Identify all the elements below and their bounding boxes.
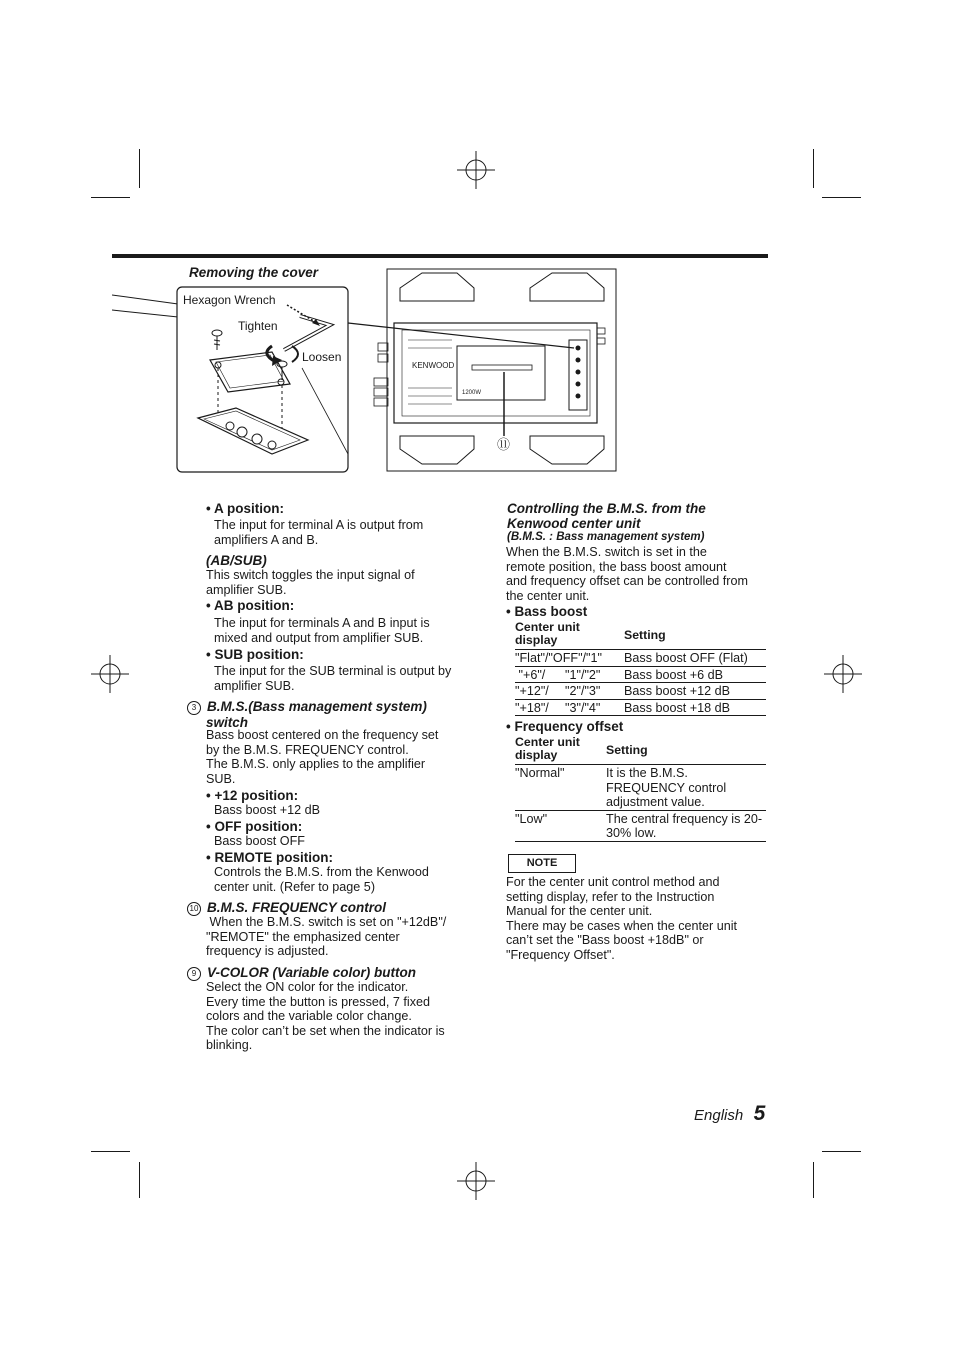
remote-text: Controls the B.M.S. from the Kenwood center unit. (Refer to page 5) xyxy=(214,865,429,894)
tighten-label: Tighten xyxy=(238,319,278,333)
crop-mark xyxy=(822,1151,861,1152)
vcolor-heading: 9 V-COLOR (Variable color) button xyxy=(187,965,416,981)
plus12-text: Bass boost +12 dB xyxy=(214,803,321,817)
item-number: 3 xyxy=(187,701,201,715)
a-position-label: • A position: xyxy=(206,501,284,516)
crop-mark xyxy=(139,149,140,188)
bms-switch-text: Bass boost centered on the frequency set by the B.M.S. FREQUENCY control. The B.M.S. only applies to the amplifier SUB. xyxy=(206,728,439,786)
column-header: Setting xyxy=(606,736,766,765)
amp-power-text: 1200W xyxy=(462,390,482,396)
note-text: For the center unit control method and setting display, refer to the Instruction Manual for the center unit. There may be cases when the center unit can’t set the "Bass boost +18dB" or "Frequency Offset". xyxy=(506,875,738,962)
ab-position-label: • AB position: xyxy=(206,598,295,613)
figure-heading: Removing the cover xyxy=(189,265,319,280)
crop-mark xyxy=(822,197,861,198)
bms-switch-heading: 3 B.M.S.(Bass management system) switch xyxy=(187,699,427,730)
crop-mark xyxy=(91,197,130,198)
page-number: 5 xyxy=(753,1102,766,1125)
table-header xyxy=(515,736,766,765)
crop-mark xyxy=(813,149,814,188)
table-row: "Normal" It is the B.M.S. FREQUENCY control adjustment value. xyxy=(515,765,766,811)
sub-position-text: The input for the SUB terminal is output by amplifier SUB. xyxy=(214,664,452,693)
registration-mark xyxy=(457,151,495,189)
table-row: "+12"/ "2"/"3" Bass boost +12 dB xyxy=(515,683,766,700)
language-label: English xyxy=(694,1107,744,1124)
ab-position-text: The input for terminals A and B input is mixed and output from amplifier SUB. xyxy=(214,616,430,645)
loosen-label: Loosen xyxy=(302,350,342,364)
page-footer xyxy=(694,1102,765,1126)
plus12-label: • +12 position: xyxy=(206,788,299,803)
table-row: "+6"/ "1"/"2" Bass boost +6 dB xyxy=(515,666,766,683)
bms-subheading: (B.M.S. : Bass management system) xyxy=(507,531,705,543)
off-label: • OFF position: xyxy=(206,819,303,834)
crop-mark xyxy=(813,1162,814,1198)
ab-sub-text: This switch toggles the input signal of amplifier SUB. xyxy=(206,568,415,597)
bms-frequency-heading: 10 B.M.S. FREQUENCY control xyxy=(187,900,386,916)
table-header xyxy=(515,621,766,650)
header-rule xyxy=(112,254,768,258)
a-position-text: The input for terminal A is output from amplifiers A and B. xyxy=(214,518,424,547)
crop-mark xyxy=(91,1151,130,1152)
crop-mark xyxy=(139,1162,140,1198)
sub-position-label: • SUB position: xyxy=(206,647,304,662)
registration-mark xyxy=(91,655,129,693)
column-header: Center unit display xyxy=(515,736,606,765)
registration-mark xyxy=(824,655,862,693)
frequency-offset-label: • Frequency offset xyxy=(506,719,624,734)
column-header: Setting xyxy=(624,621,766,650)
off-text: Bass boost OFF xyxy=(214,834,305,848)
table-row: "Flat"/"OFF"/"1" Bass boost OFF (Flat) xyxy=(515,650,766,667)
bass-boost-table xyxy=(515,621,766,716)
vcolor-text: Select the ON color for the indicator. Every time the button is pressed, 7 fixed colors and the variable color change. The color can’t be set when the indicator is blinking. xyxy=(206,980,445,1053)
note-badge: NOTE xyxy=(508,854,576,873)
item-number: 9 xyxy=(187,967,201,981)
remote-label: • REMOTE position: xyxy=(206,850,333,865)
callout-number: ⑪ xyxy=(497,437,511,452)
column-header: Center unit display xyxy=(515,621,624,650)
table-row: "Low" The central frequency is 20- 30% low. xyxy=(515,810,766,841)
bass-boost-label: • Bass boost xyxy=(506,604,588,619)
hexagon-wrench-label: Hexagon Wrench xyxy=(183,293,276,307)
registration-mark xyxy=(457,1162,495,1200)
ab-sub-heading: (AB/SUB) xyxy=(206,553,267,568)
amp-brand-text: KENWOOD xyxy=(412,361,455,370)
frequency-offset-table xyxy=(515,736,766,842)
table-row: "+18"/ "3"/"4" Bass boost +18 dB xyxy=(515,699,766,716)
center-unit-intro: When the B.M.S. switch is set in the remote position, the bass boost amount and frequency offset can be controlled from the center unit. xyxy=(506,545,748,603)
center-unit-heading: Controlling the B.M.S. from the Kenwood center unit xyxy=(507,501,706,531)
bms-frequency-text: When the B.M.S. switch is set on "+12dB"/ "REMOTE" the emphasized center frequency is adjusted. xyxy=(206,915,447,959)
item-number: 10 xyxy=(187,902,201,916)
